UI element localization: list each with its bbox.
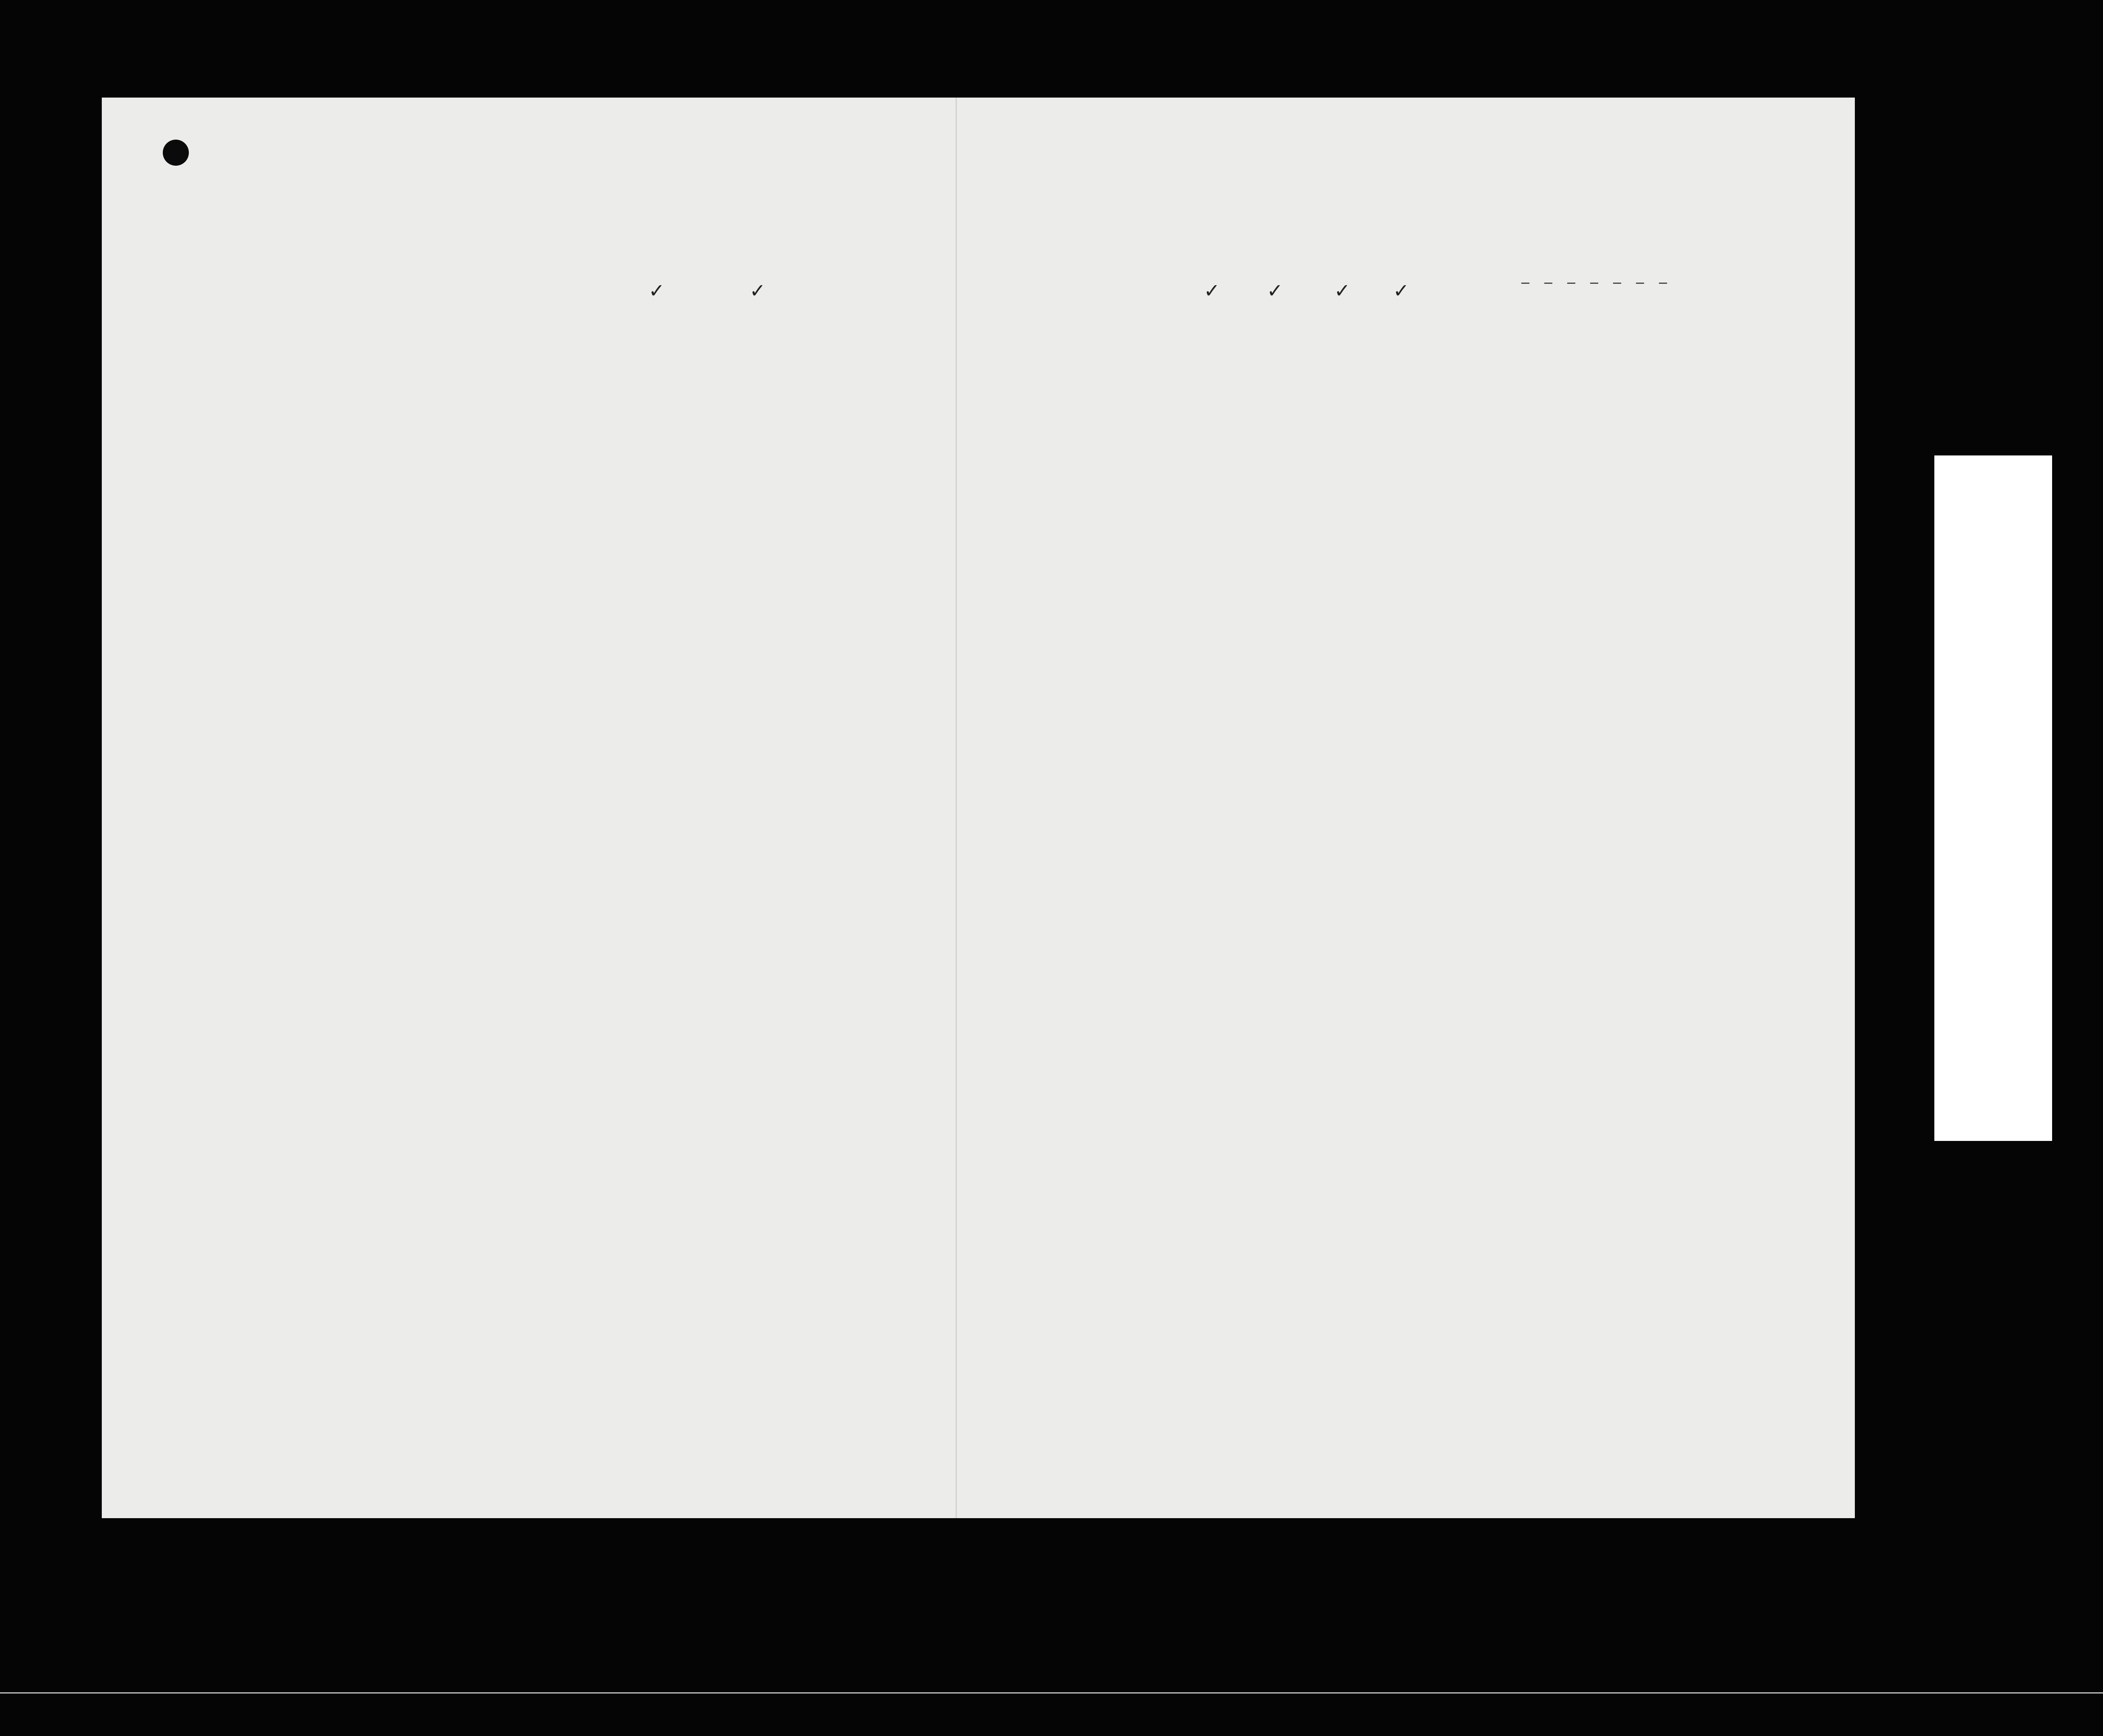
check-mark: ✓ <box>1393 279 1409 302</box>
document-page <box>102 98 1855 1518</box>
check-mark: ✓ <box>649 279 665 302</box>
check-mark: ✓ <box>1334 279 1351 302</box>
check-mark: ✓ <box>1204 279 1220 302</box>
film-edge-line <box>0 1692 2103 1694</box>
check-mark: ✓ <box>1267 279 1283 302</box>
fold-line <box>956 98 957 1518</box>
punch-hole <box>163 140 189 166</box>
remarks-dashes: – – – – – – – <box>1521 274 1671 290</box>
check-mark: ✓ <box>750 279 766 302</box>
archive-reference-slip <box>1934 455 2052 1141</box>
